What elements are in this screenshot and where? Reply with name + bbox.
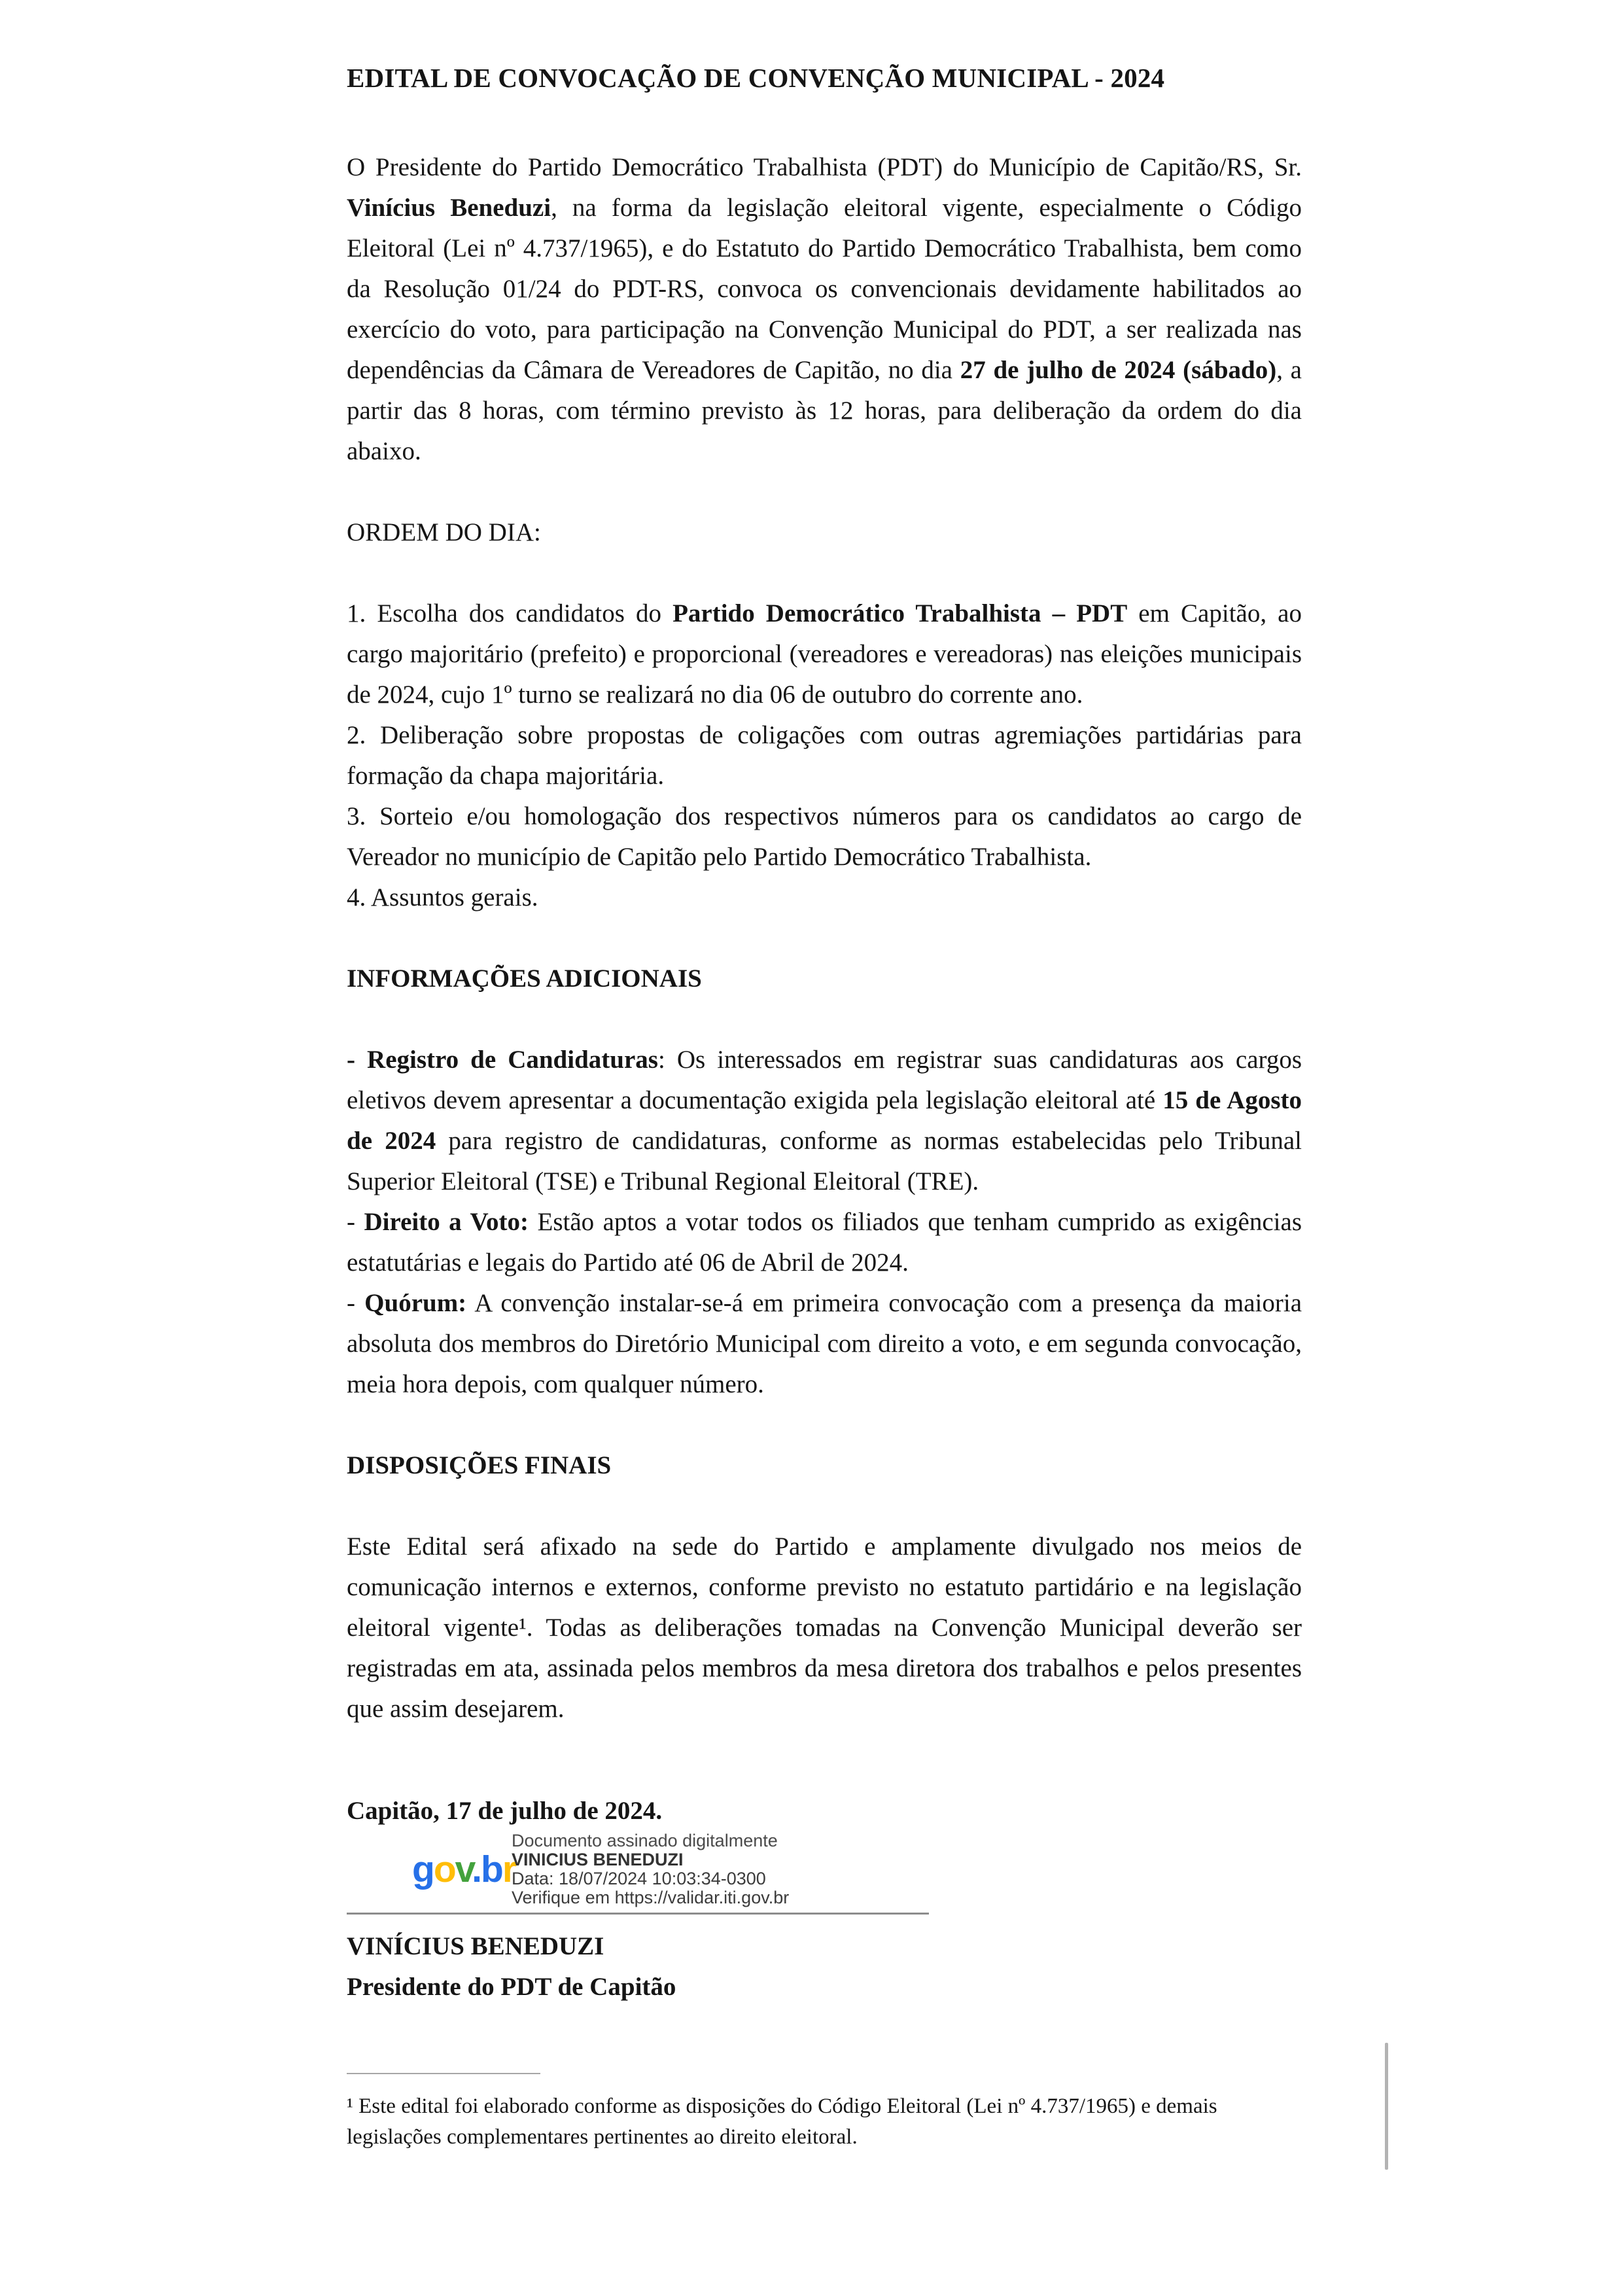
info-item-registro: - Registro de Candidaturas: Os interessados em registrar suas candidaturas aos cargos eletivos devem apresentar a documentação exigida pela legislação eleitoral até 15 de Agosto de 2024 para registro de candidaturas, conforme as normas estabelecidas pelo Tribunal Superior Eleitoral (TSE) e Tribunal Regional Eleitoral (TRE).	[347, 1046, 1302, 1195]
document-title: EDITAL DE CONVOCAÇÃO DE CONVENÇÃO MUNICIPAL - 2024	[347, 63, 1165, 93]
final-provisions-paragraph: Este Edital será afixado na sede do Partido e amplamente divulgado nos meios de comunicação internos e externos, conforme previsto no estatuto partidário e na legislação eleitoral vigente¹. Todas as deliberações tomadas na Convenção Municipal deverão ser registradas em ata, assinada pelos membros da mesa diretora dos trabalhos e pelos presentes que assim desejarem.	[347, 1532, 1302, 1723]
signature-line	[347, 1913, 929, 1915]
footnote-separator	[347, 2073, 540, 2074]
signature-verify-url: Verifique em https://validar.iti.gov.br	[512, 1888, 790, 1907]
agenda-item-4: 4. Assuntos gerais.	[347, 883, 538, 911]
final-provisions-heading: DISPOSIÇÕES FINAIS	[347, 1451, 612, 1479]
agenda-item-2: 2. Deliberação sobre propostas de coligações com outras agremiações partidárias para formação da chapa majoritária.	[347, 721, 1302, 790]
agenda-heading: ORDEM DO DIA:	[347, 518, 541, 546]
signature-signer-name: VINICIUS BENEDUZI	[512, 1850, 684, 1869]
signature-note: Documento assinado digitalmente	[512, 1831, 778, 1850]
info-item-direito-voto: - Direito a Voto: Estão aptos a votar todos os filiados que tenham cumprido as exigências estatutárias e legais do Partido até 06 de Abril de 2024.	[347, 1208, 1302, 1277]
additional-info-list	[347, 1040, 1302, 1405]
scrollbar-thumb[interactable]	[1385, 2043, 1388, 2170]
agenda-item-1: 1. Escolha dos candidatos do Partido Democrático Trabalhista – PDT em Capitão, ao cargo majoritário (prefeito) e proporcional (vereadores e vereadoras) nas eleições municipais de 2024, cujo 1º turno se realizará no dia 06 de outubro do corrente ano.	[347, 599, 1302, 709]
signer-role: Presidente do PDT de Capitão	[347, 1973, 676, 2001]
signer-name: VINÍCIUS BENEDUZI	[347, 1932, 604, 1960]
agenda-item-3: 3. Sorteio e/ou homologação dos respectivos números para os candidatos ao cargo de Vereador no município de Capitão pelo Partido Democrático Trabalhista.	[347, 802, 1302, 871]
govbr-logo: gov.br	[412, 1848, 515, 1890]
info-item-quorum: - Quórum: A convenção instalar-se-á em primeira convocação com a presença da maioria absoluta dos membros do Diretório Municipal com direito a voto, e em segunda convocação, meia hora depois, com qualquer número.	[347, 1289, 1302, 1398]
digital-signature-stamp	[347, 1831, 1302, 1907]
signature-timestamp: Data: 18/07/2024 10:03:34-0300	[512, 1869, 766, 1888]
signature-stamp-text	[512, 1831, 789, 1907]
closing-date: Capitão, 17 de julho de 2024.	[347, 1797, 663, 1825]
intro-paragraph: O Presidente do Partido Democrático Trabalhista (PDT) do Município de Capitão/RS, Sr. Vinícius Beneduzi, na forma da legislação eleitoral vigente, especialmente o Código Eleitoral (Lei nº 4.737/1965), e do Estatuto do Partido Democrático Trabalhista, bem como da Resolução 01/24 do PDT-RS, convoca os convencionais devidamente habilitados ao exercício do voto, para participação na Convenção Municipal do PDT, a ser realizada nas dependências da Câmara de Vereadores de Capitão, no dia 27 de julho de 2024 (sábado), a partir das 8 horas, com término previsto às 12 horas, para deliberação da ordem do dia abaixo.	[347, 153, 1302, 465]
footnote: ¹ Este edital foi elaborado conforme as disposições do Código Eleitoral (Lei nº 4.737/1965) e demais legislações complementares pertinentes ao direito eleitoral.	[347, 2094, 1217, 2149]
agenda-list	[347, 593, 1302, 918]
additional-info-heading: INFORMAÇÕES ADICIONAIS	[347, 964, 702, 993]
